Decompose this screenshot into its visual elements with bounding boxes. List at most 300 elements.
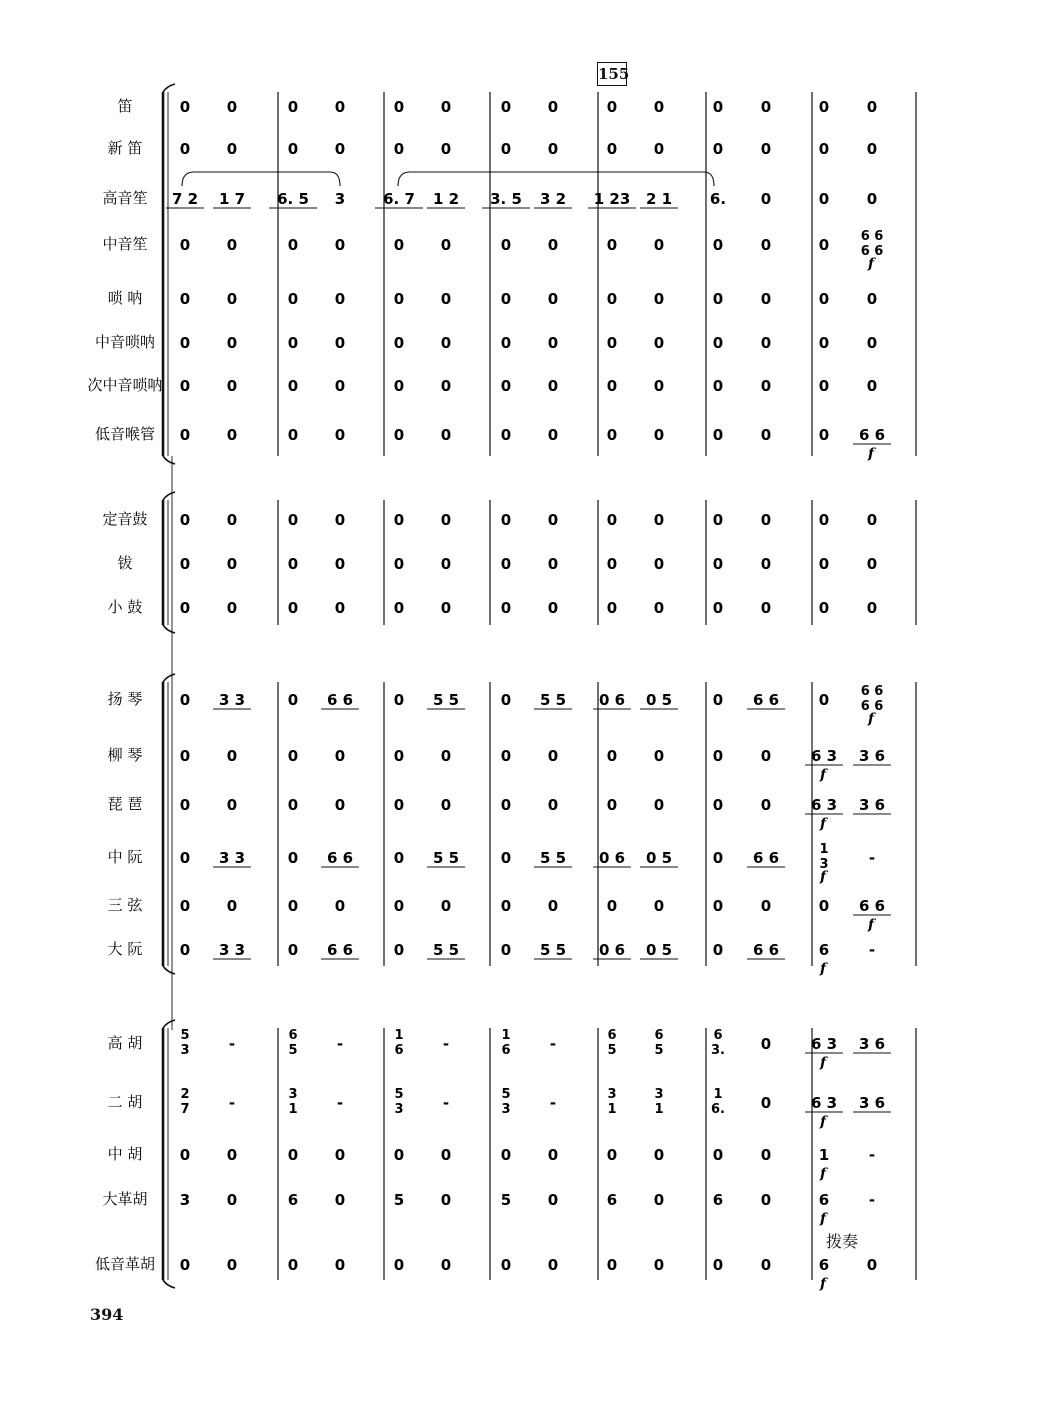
- note-cell: 0: [653, 747, 665, 765]
- note-cell: 0: [760, 334, 772, 352]
- note-cell: 0: [712, 236, 724, 254]
- note-cell: 0: [500, 236, 512, 254]
- note-cell: 0: [393, 98, 405, 116]
- note-cell: 0: [226, 1256, 238, 1274]
- instrument-label: 大革胡: [102, 1190, 148, 1208]
- note-cell: 0: [179, 849, 191, 867]
- note-cell: 0: [334, 98, 346, 116]
- note-cell: 5 5: [539, 941, 567, 959]
- note-cell: 0: [653, 334, 665, 352]
- note-cell: 0 6: [598, 941, 626, 959]
- chord-note-top: 1: [713, 1087, 723, 1102]
- forte-mark: f: [820, 961, 827, 977]
- note-cell: 0: [287, 1146, 299, 1164]
- note-cell: 0: [653, 1256, 665, 1274]
- chord-note-bottom: 3: [819, 857, 829, 872]
- note-cell: 0: [653, 1146, 665, 1164]
- bracket-hook: [163, 456, 175, 464]
- note-cell: 0: [818, 897, 830, 915]
- note-cell: 0: [653, 897, 665, 915]
- note-cell: 0: [179, 1256, 191, 1274]
- note-cell: 0: [226, 1146, 238, 1164]
- note-cell: 0 5: [645, 941, 673, 959]
- chord-note-bottom: 6 6: [860, 244, 884, 259]
- note-cell: 0: [179, 377, 191, 395]
- note-cell: 0: [500, 941, 512, 959]
- note-cell: 0: [334, 1146, 346, 1164]
- note-cell: 0: [179, 555, 191, 573]
- note-cell: 0: [393, 941, 405, 959]
- note-cell: 3. 5: [490, 190, 522, 208]
- note-cell: 0: [500, 555, 512, 573]
- note-cell: 0: [287, 426, 299, 444]
- note-cell: 0: [334, 796, 346, 814]
- note-cell: 0: [500, 796, 512, 814]
- chord-note-bottom: 7: [180, 1102, 190, 1117]
- note-cell: 0: [866, 555, 878, 573]
- note-cell: 0: [179, 796, 191, 814]
- note-cell: 0: [606, 140, 618, 158]
- note-cell: 0: [760, 897, 772, 915]
- note-cell: 0: [393, 555, 405, 573]
- note-cell: 0: [653, 290, 665, 308]
- note-cell: 0: [760, 377, 772, 395]
- note-cell: 0: [440, 426, 452, 444]
- note-cell: 0: [393, 599, 405, 617]
- note-cell: 0: [334, 897, 346, 915]
- note-cell: 0: [606, 98, 618, 116]
- instrument-label: 中音唢呐: [94, 333, 156, 351]
- note-cell: 0: [500, 140, 512, 158]
- note-cell: 0: [226, 555, 238, 573]
- note-cell: 0: [547, 140, 559, 158]
- note-cell: 0: [500, 511, 512, 529]
- note-cell: 0: [653, 796, 665, 814]
- note-cell: 0: [179, 747, 191, 765]
- note-cell: 0: [393, 236, 405, 254]
- note-cell: 5 5: [539, 691, 567, 709]
- note-cell: 0: [334, 334, 346, 352]
- note-cell: 0: [760, 1146, 772, 1164]
- note-cell: 0: [440, 599, 452, 617]
- note-cell: 0: [653, 426, 665, 444]
- note-cell: 0: [606, 796, 618, 814]
- note-cell: 0: [760, 747, 772, 765]
- note-cell: 0: [866, 334, 878, 352]
- note-cell: -: [442, 1035, 450, 1053]
- chord-note-top: 1: [819, 842, 829, 857]
- forte-mark: f: [820, 869, 827, 885]
- note-cell: 0: [760, 1035, 772, 1053]
- note-cell: -: [549, 1094, 557, 1112]
- chord-note-bottom: 1: [288, 1102, 298, 1117]
- bracket-hook: [163, 84, 175, 92]
- bracket-hook: [163, 625, 175, 633]
- note-cell: 3 6: [858, 1094, 886, 1112]
- note-cell: 5 5: [539, 849, 567, 867]
- note-cell: 6 6: [326, 691, 354, 709]
- note-cell: 0: [440, 236, 452, 254]
- note-cell: 0: [818, 426, 830, 444]
- note-cell: 0: [712, 747, 724, 765]
- note-cell: 0: [226, 377, 238, 395]
- forte-mark: f: [820, 1055, 827, 1071]
- note-cell: 0: [440, 511, 452, 529]
- note-cell: 0: [547, 796, 559, 814]
- note-cell: 6: [818, 941, 830, 959]
- note-cell: 0: [226, 334, 238, 352]
- note-cell: 0: [606, 1256, 618, 1274]
- forte-mark: f: [820, 1211, 827, 1227]
- note-cell: 0: [334, 599, 346, 617]
- note-cell: 3: [334, 190, 346, 208]
- chord-note-top: 3: [288, 1087, 298, 1102]
- forte-mark: f: [820, 1276, 827, 1292]
- note-cell: 0: [393, 1146, 405, 1164]
- note-cell: 0: [500, 98, 512, 116]
- chord-note-bottom: 3.: [711, 1043, 725, 1058]
- note-cell: 0: [334, 1256, 346, 1274]
- note-cell: 0: [500, 334, 512, 352]
- note-cell: 0: [653, 140, 665, 158]
- note-cell: 7 2: [171, 190, 199, 208]
- note-cell: 0: [440, 1146, 452, 1164]
- note-cell: 0: [760, 555, 772, 573]
- note-cell: 0: [760, 290, 772, 308]
- note-cell: 0: [287, 140, 299, 158]
- note-cell: 0: [179, 98, 191, 116]
- chord-note-bottom: 5: [654, 1043, 664, 1058]
- note-cell: 0: [334, 511, 346, 529]
- note-cell: 0: [440, 747, 452, 765]
- note-cell: 6 6: [858, 897, 886, 915]
- note-cell: 0: [653, 511, 665, 529]
- instrument-label: 低音革胡: [94, 1255, 156, 1273]
- note-cell: 6.: [709, 190, 727, 208]
- note-cell: 0: [179, 140, 191, 158]
- note-cell: 0: [866, 599, 878, 617]
- note-cell: 0: [393, 511, 405, 529]
- note-cell: 0: [179, 599, 191, 617]
- note-cell: 0: [547, 1146, 559, 1164]
- note-cell: -: [868, 849, 876, 867]
- note-cell: 3: [179, 1191, 191, 1209]
- note-cell: 0: [500, 1256, 512, 1274]
- note-cell: 6 6: [752, 849, 780, 867]
- note-cell: 0: [500, 1146, 512, 1164]
- instrument-label: 中 胡: [107, 1145, 143, 1163]
- note-cell: 6 3: [810, 1094, 838, 1112]
- note-cell: 0: [287, 334, 299, 352]
- note-cell: 0: [866, 511, 878, 529]
- note-cell: 5 5: [432, 941, 460, 959]
- note-cell: 0: [287, 849, 299, 867]
- note-cell: 0: [287, 1256, 299, 1274]
- note-cell: 0: [334, 1191, 346, 1209]
- forte-mark: f: [820, 767, 827, 783]
- bracket-hook: [163, 674, 175, 682]
- note-cell: 5 5: [432, 691, 460, 709]
- note-cell: 0: [334, 236, 346, 254]
- note-cell: 0: [712, 691, 724, 709]
- note-cell: 0: [760, 1094, 772, 1112]
- note-cell: 0: [547, 98, 559, 116]
- note-cell: 0: [547, 599, 559, 617]
- instrument-label: 二 胡: [107, 1093, 143, 1111]
- note-cell: 0: [393, 140, 405, 158]
- note-cell: 3 3: [218, 941, 246, 959]
- note-cell: 0: [334, 377, 346, 395]
- note-cell: 0: [547, 555, 559, 573]
- chord-note-top: 2: [180, 1087, 190, 1102]
- note-cell: 0: [500, 290, 512, 308]
- note-cell: 0: [226, 511, 238, 529]
- note-cell: 0: [547, 426, 559, 444]
- note-cell: 0: [500, 599, 512, 617]
- instrument-label: 高 胡: [107, 1034, 143, 1052]
- note-cell: -: [336, 1035, 344, 1053]
- note-cell: 0 5: [645, 849, 673, 867]
- chord-note-top: 6: [607, 1028, 617, 1043]
- note-cell: 0: [653, 599, 665, 617]
- pizzicato-mark: 拨奏: [826, 1232, 859, 1251]
- forte-mark: f: [868, 256, 875, 272]
- note-cell: 0: [818, 290, 830, 308]
- note-cell: 0: [393, 849, 405, 867]
- note-cell: 1: [818, 1146, 830, 1164]
- note-cell: 0: [287, 555, 299, 573]
- note-cell: 3 3: [218, 691, 246, 709]
- note-cell: 0: [226, 426, 238, 444]
- bracket-hook: [163, 492, 175, 500]
- note-cell: 0: [226, 897, 238, 915]
- note-cell: 0: [287, 941, 299, 959]
- note-cell: -: [442, 1094, 450, 1112]
- note-cell: 0: [179, 334, 191, 352]
- note-cell: 0: [440, 334, 452, 352]
- note-cell: 0: [547, 897, 559, 915]
- note-cell: 0: [760, 98, 772, 116]
- bracket-hook: [163, 966, 175, 974]
- note-cell: 0: [760, 236, 772, 254]
- page-number: 394: [90, 1305, 124, 1324]
- chord-note-bottom: 3: [394, 1102, 404, 1117]
- note-cell: 0: [334, 290, 346, 308]
- note-cell: 6. 5: [277, 190, 309, 208]
- note-cell: 0: [547, 1256, 559, 1274]
- note-cell: 3 6: [858, 747, 886, 765]
- note-cell: 0: [606, 555, 618, 573]
- instrument-label: 小 鼓: [107, 598, 143, 616]
- note-cell: 6: [818, 1191, 830, 1209]
- note-cell: 0: [179, 426, 191, 444]
- instrument-label: 高音笙: [102, 189, 148, 207]
- note-cell: 0: [440, 98, 452, 116]
- note-cell: 0: [818, 511, 830, 529]
- note-cell: 0: [547, 290, 559, 308]
- chord-note-bottom: 6.: [711, 1102, 725, 1117]
- note-cell: 6: [712, 1191, 724, 1209]
- instrument-label: 大 阮: [107, 940, 143, 958]
- note-cell: 0: [287, 290, 299, 308]
- note-cell: -: [868, 1191, 876, 1209]
- note-cell: -: [549, 1035, 557, 1053]
- note-cell: 0: [606, 511, 618, 529]
- note-cell: 0: [712, 511, 724, 529]
- note-cell: 3 2: [539, 190, 567, 208]
- bracket-hook: [163, 1020, 175, 1028]
- rehearsal-mark: 155: [597, 62, 627, 86]
- note-cell: 0: [287, 796, 299, 814]
- note-cell: 0: [818, 599, 830, 617]
- note-cell: -: [336, 1094, 344, 1112]
- chord-note-top: 6: [654, 1028, 664, 1043]
- note-cell: 3 6: [858, 1035, 886, 1053]
- chord-note-bottom: 3: [501, 1102, 511, 1117]
- note-cell: 0: [179, 236, 191, 254]
- note-cell: 0: [866, 98, 878, 116]
- note-cell: 0: [760, 426, 772, 444]
- note-cell: 0: [393, 897, 405, 915]
- note-cell: 0: [226, 796, 238, 814]
- note-cell: 0: [818, 377, 830, 395]
- note-cell: 0: [712, 897, 724, 915]
- note-cell: 0: [760, 599, 772, 617]
- note-cell: 0: [226, 98, 238, 116]
- chord-note-bottom: 5: [288, 1043, 298, 1058]
- note-cell: 6 6: [752, 691, 780, 709]
- note-cell: 0: [760, 190, 772, 208]
- note-cell: 0: [179, 1146, 191, 1164]
- instrument-label: 柳 琴: [107, 746, 143, 764]
- note-cell: -: [228, 1094, 236, 1112]
- note-cell: 0: [760, 796, 772, 814]
- note-cell: 0: [818, 555, 830, 573]
- note-cell: 0: [818, 691, 830, 709]
- note-cell: 0: [179, 290, 191, 308]
- note-cell: 0: [500, 897, 512, 915]
- note-cell: 6 6: [326, 941, 354, 959]
- chord-note-top: 1: [394, 1028, 404, 1043]
- note-cell: 1 23: [593, 190, 631, 208]
- note-cell: 0: [440, 796, 452, 814]
- note-cell: 0: [334, 555, 346, 573]
- note-cell: 0: [393, 426, 405, 444]
- note-cell: 0: [712, 140, 724, 158]
- note-cell: 0: [500, 849, 512, 867]
- note-cell: 0: [440, 290, 452, 308]
- instrument-label: 中 阮: [107, 848, 143, 866]
- chord-note-bottom: 5: [607, 1043, 617, 1058]
- forte-mark: f: [820, 1166, 827, 1182]
- note-cell: 6 6: [326, 849, 354, 867]
- chord-note-top: 6: [713, 1028, 723, 1043]
- note-cell: 0: [818, 190, 830, 208]
- note-cell: 0: [179, 511, 191, 529]
- note-cell: 0: [393, 290, 405, 308]
- note-cell: 0: [866, 290, 878, 308]
- note-cell: 0: [547, 377, 559, 395]
- note-cell: 0: [818, 98, 830, 116]
- note-cell: 0: [440, 555, 452, 573]
- note-cell: 0: [287, 747, 299, 765]
- bracket-hook: [163, 1280, 175, 1288]
- note-cell: 3 3: [218, 849, 246, 867]
- note-cell: 0: [653, 236, 665, 254]
- note-cell: 1 2: [432, 190, 460, 208]
- note-cell: 0: [712, 849, 724, 867]
- instrument-label: 定音鼓: [102, 510, 148, 528]
- note-cell: 0: [500, 377, 512, 395]
- note-cell: 5: [393, 1191, 405, 1209]
- note-cell: 0: [606, 426, 618, 444]
- instrument-label: 新 笛: [107, 139, 143, 157]
- note-cell: 6 3: [810, 747, 838, 765]
- note-cell: 0: [818, 334, 830, 352]
- note-cell: 5: [500, 1191, 512, 1209]
- note-cell: 0: [393, 1256, 405, 1274]
- chord-note-top: 5: [501, 1087, 511, 1102]
- chord-note-top: 5: [180, 1028, 190, 1043]
- chord-note-top: 6 6: [860, 684, 884, 699]
- note-cell: 0: [287, 98, 299, 116]
- note-cell: 6 6: [752, 941, 780, 959]
- note-cell: 0: [606, 236, 618, 254]
- note-cell: 0: [334, 140, 346, 158]
- note-cell: 0: [393, 691, 405, 709]
- note-cell: 0: [712, 1146, 724, 1164]
- instrument-label: 中音笙: [102, 235, 148, 253]
- note-cell: 0: [866, 140, 878, 158]
- note-cell: 0: [712, 334, 724, 352]
- note-cell: 0: [547, 1191, 559, 1209]
- note-cell: 1 7: [218, 190, 246, 208]
- forte-mark: f: [868, 446, 875, 462]
- note-cell: 0: [334, 747, 346, 765]
- note-cell: 0: [866, 1256, 878, 1274]
- forte-mark: f: [868, 711, 875, 727]
- note-cell: 0: [760, 1191, 772, 1209]
- note-cell: 2 1: [645, 190, 673, 208]
- instrument-label: 次中音唢呐: [87, 376, 163, 394]
- chord-note-bottom: 6: [501, 1043, 511, 1058]
- note-cell: 6 6: [858, 426, 886, 444]
- note-cell: 0: [606, 747, 618, 765]
- note-cell: 0: [440, 377, 452, 395]
- note-cell: 0: [547, 511, 559, 529]
- note-cell: 0: [393, 747, 405, 765]
- note-cell: 0: [440, 1191, 452, 1209]
- note-cell: 0: [712, 426, 724, 444]
- chord-note-bottom: 3: [180, 1043, 190, 1058]
- note-cell: 0: [606, 599, 618, 617]
- note-cell: 0: [287, 236, 299, 254]
- note-cell: 0: [547, 236, 559, 254]
- note-cell: 6. 7: [383, 190, 415, 208]
- note-cell: 0: [606, 1146, 618, 1164]
- note-cell: 0: [712, 796, 724, 814]
- note-cell: 0: [500, 426, 512, 444]
- note-cell: 0: [866, 377, 878, 395]
- instrument-label: 唢 呐: [107, 289, 143, 307]
- note-cell: 0: [440, 1256, 452, 1274]
- note-cell: 0 5: [645, 691, 673, 709]
- note-cell: 0: [760, 140, 772, 158]
- note-cell: 0: [653, 98, 665, 116]
- note-cell: 0: [866, 190, 878, 208]
- note-cell: 0: [547, 334, 559, 352]
- note-cell: 0: [287, 599, 299, 617]
